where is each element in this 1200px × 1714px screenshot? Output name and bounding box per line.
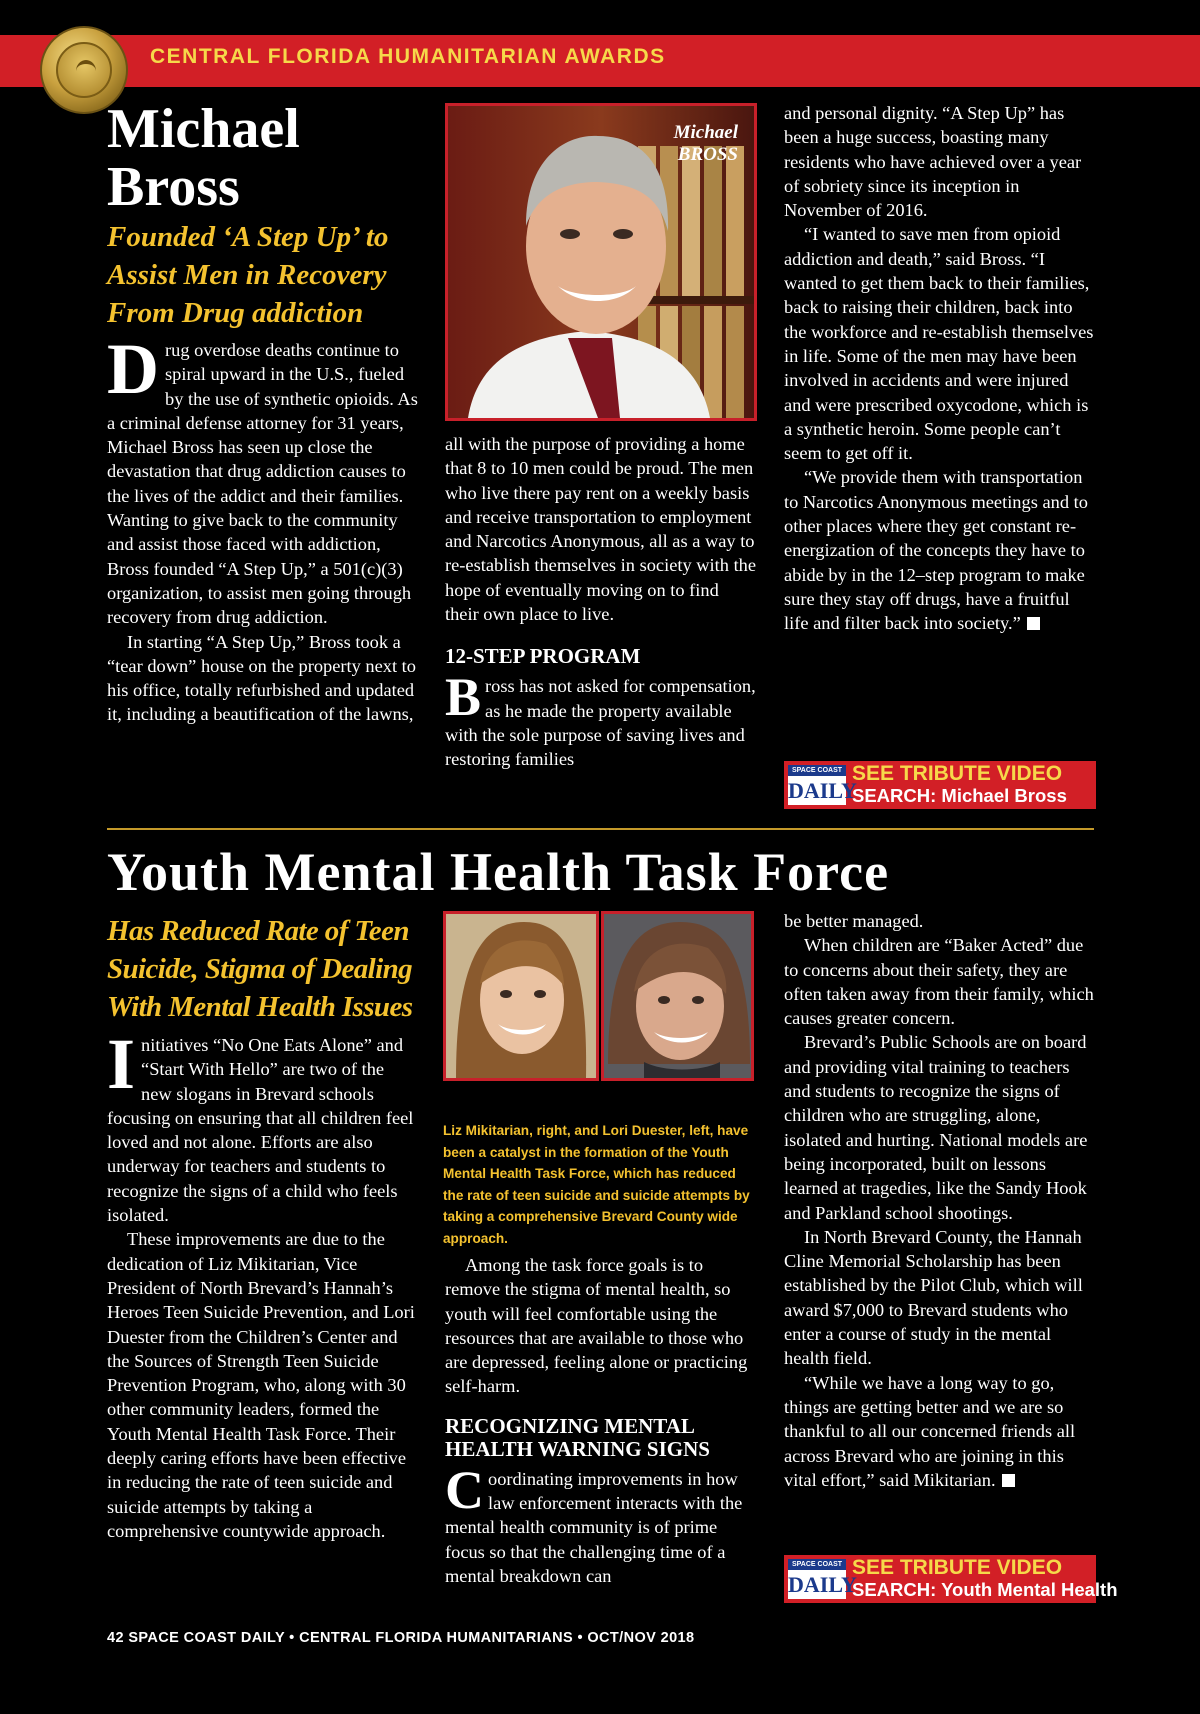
drop-cap: I — [107, 1024, 136, 1104]
liz-mikitarian-photo — [443, 911, 599, 1081]
end-mark-icon — [1002, 1474, 1015, 1487]
deck-line: From Drug addiction — [107, 297, 364, 329]
banner-title: CENTRAL FLORIDA HUMANITARIAN AWARDS — [150, 45, 666, 68]
page-footer: 42 SPACE COAST DAILY • CENTRAL FLORIDA HUMANITARIANS • OCT/NOV 2018 — [107, 1630, 695, 1646]
article2-headline: Youth Mental Health Task Force — [107, 842, 890, 902]
body-paragraph: “While we have a long way to go, things are getting better and we are so thankful to all our concerned friends all across Brevard who are joining in this vital effort,” said Mikitarian. — [784, 1372, 1076, 1490]
body-paragraph: rug overdose deaths continue to spiral upward in the U.S., fueled by the use of synthetic opioids. As a criminal defense attorney for 31 years, Michael Bross has seen up close the devastation that drug addiction causes to the lives of the addict and their families. Wanting to give back to the community and assist those faced with addiction, Bross founded “A Step Up,” a 501(c)(3) organization, to assist men going through recovery from drug addiction. — [107, 340, 418, 628]
space-coast-daily-logo — [788, 765, 857, 805]
tribute-title: SEE TRIBUTE VIDEO — [852, 1556, 1063, 1579]
drop-cap: D — [107, 329, 159, 409]
photo-name-label — [674, 122, 738, 166]
body-paragraph: In North Brevard County, the Hannah Cline Memorial Scholarship has been established by the Pilot Club, which will award $7,000 to Brevard students who enter a course of study in the mental health field. — [784, 1226, 1083, 1369]
body-paragraph: These improvements are due to the dedication of Liz Mikitarian, Vice President of North Brevard’s Hannah’s Heroes Teen Suicide Prevention, and Lori Duester from the Children’s Center and the Sources of Strength Teen Suicide Prevention Program, who, along with 30 other community leaders, formed the Youth Mental Health Task Force. Their deeply caring efforts have been effective in reducing the rate of teen suicide and suicide attempts by taking a comprehensive countywide approach. — [107, 1229, 415, 1541]
tribute-video-banner[interactable] — [784, 761, 1096, 809]
photo-caption: Liz Mikitarian, right, and Lori Duester, left, have been a catalyst in the formation of the Youth Mental Health Task Force, which has reduced the rate of teen suicide and suicide attempts by taking a comprehensive Brevard County wide approach. — [443, 1123, 750, 1246]
drop-cap: B — [445, 667, 482, 728]
body-paragraph: oordinating improvements in how law enforcement interacts with the mental health community is of prime focus so that the challenging time of a mental breakdown can — [445, 1468, 743, 1586]
deck-line: Suicide, Stigma of Dealing — [107, 953, 413, 985]
body-paragraph: When children are “Baker Acted” due to concerns about their safety, they are often taken away from their family, which causes greater concern. — [784, 935, 1094, 1029]
photo-label-line: BROSS — [677, 144, 738, 165]
section-banner — [0, 35, 1200, 87]
body-paragraph: be better managed. — [784, 911, 924, 931]
headline-line: Bross — [107, 156, 240, 218]
body-paragraph: and personal dignity. “A Step Up” has been a huge success, boasting many residents who have achieved over a year of sobriety since its inception in November of 2016. — [784, 103, 1082, 221]
lori-duester-photo — [601, 911, 754, 1081]
body-paragraph: all with the purpose of providing a home that 8 to 10 men could be proud. The men who live there pay rent on a weekly basis and receive transportation to employment and Narcotics Anonymous, all as a way to re-establish themselves in society with the hope of eventually moving on to find their own place to live. — [445, 434, 757, 625]
body-paragraph: Brevard’s Public Schools are on board and providing vital training to teachers and students to recognize the signs of children who are struggling, alone, isolated and hurting. National models are being incorporated, built on lessons learned at tragedies, like the Sandy Hook and Parkland school shootings. — [784, 1032, 1088, 1223]
body-paragraph: Among the task force goals is to remove the stigma of mental health, so youth will feel comfortable using the resources that are available to those who are depressed, feeling alone or practicing self-harm. — [445, 1255, 748, 1397]
headline-line: Michael — [107, 98, 300, 160]
subhead: RECOGNIZING MENTAL HEALTH WARNING SIGNS — [445, 1413, 710, 1461]
section-divider — [107, 828, 1094, 830]
logo-top-text: SPACE COAST — [788, 1559, 846, 1570]
logo-bottom-text: DAILY — [788, 778, 857, 803]
article2-deck — [107, 912, 412, 1026]
tribute-search: SEARCH: Youth Mental Health — [852, 1579, 1118, 1600]
article1-headline — [107, 100, 300, 216]
deck-line: Founded ‘A Step Up’ to — [107, 221, 389, 253]
space-coast-daily-logo — [788, 1559, 857, 1599]
article2-column2 — [445, 1253, 757, 1588]
portrait-image — [446, 914, 596, 1078]
article1-deck — [107, 218, 388, 332]
body-paragraph: In starting “A Step Up,” Bross took a “tear down” house on the property next to his office, totally refurbished and updated it, including a beautification of the lawns, — [107, 631, 416, 725]
end-mark-icon — [1027, 617, 1040, 630]
logo-top-text: SPACE COAST — [788, 765, 846, 776]
subhead: 12-STEP PROGRAM — [445, 644, 641, 669]
body-paragraph: ross has not asked for compensation, as he made the property available with the sole purpose of saving lives and restoring families — [445, 676, 756, 770]
michael-bross-photo — [445, 103, 757, 421]
deck-line: Assist Men in Recovery — [107, 259, 387, 291]
tribute-title: SEE TRIBUTE VIDEO — [852, 762, 1063, 785]
tribute-video-banner[interactable] — [784, 1555, 1118, 1603]
body-paragraph: “I wanted to save men from opioid addiction and death,” said Bross. “I wanted to get them back to their families, back to raising their children, back into the workforce and re-establish themselves in life. Some of the men may have been involved in accidents and were injured and were prescribed oxycodone, which is a synthetic heroin. Some people can’t seem to get off it. — [784, 224, 1094, 464]
drop-cap: C — [445, 1459, 484, 1520]
deck-line: Has Reduced Rate of Teen — [107, 915, 409, 947]
body-paragraph: nitiatives “No One Eats Alone” and “Start With Hello” are two of the new slogans in Brevard schools focusing on ensuring that all children feel loved and not alone. Efforts are also underway for teachers and students to recognize the signs of a child who feels isolated. — [107, 1035, 414, 1226]
tribute-search: SEARCH: Michael Bross — [852, 785, 1067, 806]
photo-label-line: Michael — [673, 122, 738, 143]
article1-column2 — [445, 432, 757, 772]
article1-column3 — [784, 101, 1096, 636]
deck-line: With Mental Health Issues — [107, 991, 413, 1023]
logo-bottom-text: DAILY — [788, 1572, 857, 1597]
article1-column1 — [107, 329, 419, 727]
article2-column3 — [784, 909, 1096, 1492]
portrait-image — [604, 914, 751, 1078]
body-paragraph: “We provide them with transportation to Narcotics Anonymous meetings and to other places where they get constant re-energization of the concepts they have to abide by in the 12–step program to make sure they stay off drugs, have a fruitful life and filter back into society.” — [784, 467, 1088, 634]
article2-column1 — [107, 1024, 419, 1543]
